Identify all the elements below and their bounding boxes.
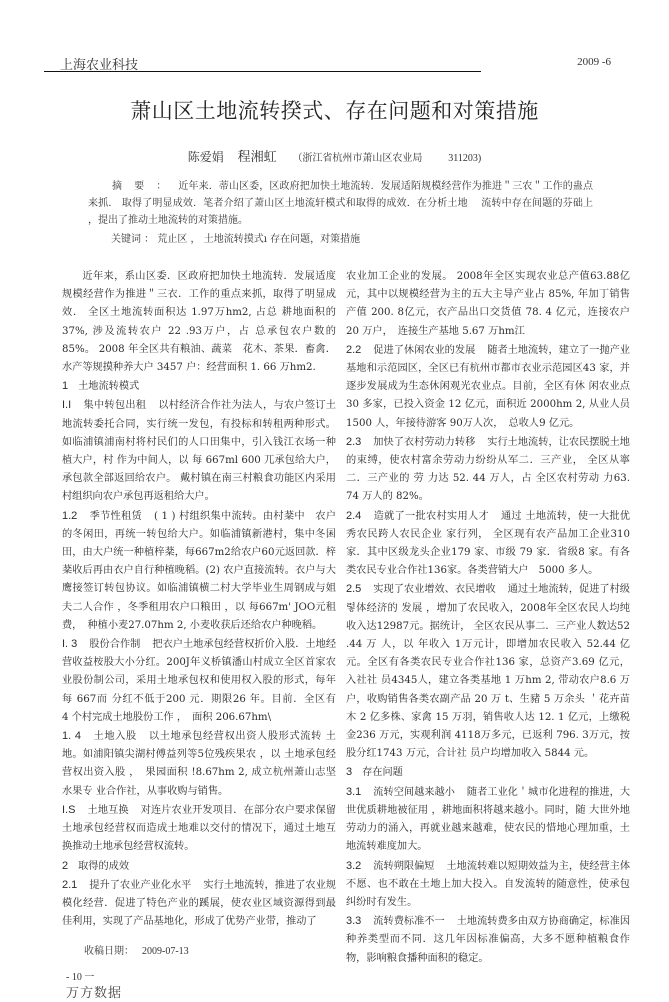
journal-name: 上海农业科技 bbox=[60, 58, 139, 73]
subsection-paragraph bbox=[62, 635, 347, 727]
subsection-paragraph bbox=[346, 341, 630, 433]
subsection-paragraph bbox=[62, 396, 336, 506]
subsection-text: 把衣户土地承包经营权折价入股．土地经营收益桉股大小分红。200J年义桥镇潘山村成立全区首家农业股份制公司，采用土地承包权和使用权入股的形式，每年每 667而 分红不低于200 元．期限26 年。目前．全区有 4 个村完成土地股份工作 ， 面积 206.67hm\ bbox=[62, 639, 347, 723]
subsection-text: 通过土地流转，促进了村级렇体经济的 发展 ，增加了农民收入，2008年全区农民人均纯收入达12987元。据统计， 全区农民从事二．三产业人数达52 .44 万 人，以 年收入 1万元计，即增加农民收入 52.44 亿元。全区有各类农民专业合作社136 家，总资产3.69 亿元， 入社社 员4345人，建立各类基地 1 万hm 2, 带动农户8.6 万户，收购销售各类农副产品 20 万 t、生豬 5 万余头 ＇花卉苗木 2 亿多株、家禽 15 万羽，销售收人达 12. 1 亿元，上缴税金236 万元，实观利润 4118万多元，已返利 796. 3万元，按股分红1743 万元，合计社 员户均增加收入 5844 元。 bbox=[346, 584, 630, 760]
subsection-paragraph bbox=[346, 507, 630, 581]
subsection-title: 造就了一批农村实用人才 bbox=[373, 510, 489, 522]
subsection-title: 加快了衣村劳动力转移 bbox=[373, 436, 476, 448]
subsection-paragraph bbox=[346, 580, 630, 763]
watermark: 万方数据 bbox=[66, 986, 123, 1001]
subsection-title: 提升了农业产业化水平 bbox=[89, 879, 192, 891]
subsection-title: 土地入股 bbox=[92, 731, 137, 743]
subsection-paragraph bbox=[346, 857, 630, 913]
section-title: 存在问题 bbox=[362, 767, 403, 779]
subsection-paragraph bbox=[62, 727, 336, 801]
subsection-paragraph bbox=[346, 783, 630, 857]
page-number: - 10 一 bbox=[66, 972, 95, 983]
subsection-title: 季节性租赁 bbox=[89, 510, 143, 522]
postal-code: 311203) bbox=[448, 153, 482, 164]
keywords bbox=[88, 231, 593, 248]
subsection-title: 集中转包出租 bbox=[83, 400, 147, 412]
author-1: 陈爱娟 bbox=[187, 150, 224, 164]
section-number: 1 bbox=[62, 380, 69, 393]
abstract-text: 近年来．蒂山区委，区政府把加快土地流转．发展适陌规模经营作为推进＂三农＂工作的蛊点来抓． 取得了明显成效．笔者介绍了萧山区土地流轩模式和取得的成效．在分析土地 流转中存在间题的芬础上 ，提出了推动土地流转的对策措施。 bbox=[88, 181, 594, 226]
issue-number: 2009 -6 bbox=[577, 56, 611, 68]
front-matter bbox=[88, 178, 593, 248]
section-heading bbox=[62, 857, 336, 876]
subsection-text: 实行土地流转，让农民摆脱土地的束缚，使农村富余劳动力纷纷从军二．三产业， 全区从寧二．三产业的 劳 力达 52. 44 万人，占 全区农村劳动 力63. 74 万人的 82%。 bbox=[346, 436, 630, 503]
subsection-title: 实现了农业增效、衣民增收 bbox=[373, 584, 496, 596]
subsection-text: 以村经济合作社为法人，与农户签订土地流转委托合同，实行统一发包，有投标和转租两种形式。如临浦镇浦南村将村民们的人口田集中，引入钱江衣场一种植大户，村 作为中间人，以 每 667ml 600 兀承包给大户，承包款全部返回给农户。 戴村镇在南三村粮食功能区内采用村组织向农户承包再返租给大户。 bbox=[62, 400, 336, 503]
article-title: 萧山区土地流转揆式、存在问题和对策措施 bbox=[130, 99, 539, 123]
subsection-number: 2.2 bbox=[346, 343, 362, 356]
subsection-paragraph bbox=[346, 433, 630, 507]
subsection-title: 流转费标准不一 bbox=[373, 916, 445, 928]
received-date bbox=[66, 945, 189, 959]
keywords-text: 荒止区 ， 土地流转摸式ı 存在问题，对策措施 bbox=[157, 234, 361, 245]
section-number: 3 bbox=[346, 766, 353, 779]
subsection-number: 2.3 bbox=[346, 435, 362, 448]
section-heading bbox=[346, 763, 630, 782]
subsection-text: 以土地承包经营权出资人股形式流转 土地。如浦阳镇尖湖村傅益列等5位残疾果农 ，以 土地承包经营权出资入股 ， 果园面积 !8.67hm 2, 成立杭州萧山志坚水果专 业合作社，从事收购与销售。 bbox=[62, 731, 336, 797]
author-line bbox=[0, 146, 669, 165]
subsection-paragraph bbox=[62, 507, 336, 635]
subsection-text: 通过 土地流转，使一大批优秀农民跨人农民企业 家行列， 全区现有农产品加工企业310 家．其中区级龙头企业179 家、市级 79 家．省级8 家。有各类农民专业合作社136家。各类营销大户 5000 多人。 bbox=[346, 510, 630, 577]
subsection-text: 实行土地流转，推进了农业规模化经营．促进了特色产业的蹊展，使农业区域资源得到最佳利用，实现了产品基地化，形成了优势产业带，推动了 bbox=[62, 879, 336, 928]
affiliation: （浙江省杭州市萧山区农业局 bbox=[292, 153, 423, 164]
received-date-value: 2009-07-13 bbox=[142, 946, 189, 957]
subsection-text: 随者土地流转，建立了一抛产业基地和示范园区，全区已有杭州市都市衣业示范园区43 家，并逐步发展成为生态休闲观光农业点。目前，全区有休 闲农业点30 多家，已投入资金 12 亿元，面积近 2000hm 2, 从业人员1500 人，年接待游客 90万人次， 总收人9 亿元。 bbox=[346, 344, 630, 429]
subsection-paragraph bbox=[346, 912, 630, 968]
paragraph-text: 近年来，系山区委．区政府把加快土地流转．发展适度规模经营作为推进＂三衣．工作的重点来抓，取得了明显成效． 全区土地流转面积达 1.97万hm2, 占总 耕地面积的 37%, 涉及流转农户 22 .93万户，占 总承包农户数的85%。 2008 年全区共有粮油、蔬菜 花木、茶果．畜禽．水产等规摸种养大户 3457 户：经营面积 1. 66 万hm2. bbox=[62, 271, 336, 374]
section-title: 取得的成效 bbox=[78, 860, 130, 872]
subsection-number: I.I bbox=[62, 399, 72, 412]
author-2: 程湘虹 bbox=[237, 150, 277, 165]
subsection-text: 土地流转费多由双方协商确定，标准因种养类型而不同．这几年因标准偏高，大多不愿种植粮食作物，影响粮食播种面积的稳定。 bbox=[346, 916, 631, 964]
header-rule bbox=[44, 71, 481, 72]
subsection-title: 流转朔限偏短 bbox=[373, 860, 435, 872]
section-heading bbox=[62, 377, 336, 396]
subsection-number: 2.5 bbox=[346, 583, 362, 596]
subsection-paragraph bbox=[62, 876, 336, 932]
subsection-text: 土地流转难以短期效益为主，使经营主体不愿、也不敢在土地上加大投入。自发流转的随意性，使承包纠纷时有发生。 bbox=[346, 860, 631, 908]
abstract-label: 摘要： bbox=[112, 181, 179, 192]
subsection-number: 2.1 bbox=[62, 878, 78, 891]
subsection-paragraph bbox=[62, 801, 336, 857]
body-paragraph bbox=[62, 268, 336, 377]
subsection-text: ( 1 ) 村组织集中流转。由村棻中 农户的冬闲田，再统一转包给大户。如临浦镇新港村，集中冬囷田，由大户统一种植梓棻，每667m2给农户60元返回款．梓棻收后再由衣户自行种植晚稻。(2) 农户直接流转。衣户与大鹰接签订转包协议。如临浦镇横二村大学毕业生周钢成与姐 夫二人合作 ，冬季租用农户口粮田 ，以 每667m' JOO元租费， 种植小麦27.07hm 2, 小麦收获后还给农户种晚稻。 bbox=[62, 510, 336, 631]
subsection-title: 股份合作制 bbox=[89, 639, 141, 651]
body-column-left bbox=[62, 268, 347, 931]
subsection-number: I.S bbox=[62, 803, 76, 816]
subsection-title: 流转空间越来越小 bbox=[373, 786, 455, 798]
subsection-number: 3.1 bbox=[346, 785, 362, 798]
subsection-number: 1. 4 bbox=[62, 730, 81, 743]
received-label: 收稿日期： bbox=[84, 946, 134, 957]
subsection-number: 3.3 bbox=[346, 915, 362, 928]
paragraph-text: 农业加工企业的发展。 2008年全区实现农业总产值63.88亿元，其中以规模经营为主的五大主导产业占 85%, 年加丁销售产值 200. 8亿元，衣产品出口交货值 78. 4 亿元，连接农户20 万户， 连接生产基地 5.67 万hm江 bbox=[346, 271, 630, 337]
subsection-text: 对连片农业开发项目．在部分农户要求保留土地承包经营权而造成土地难以交付的情况下，通过土地互换推动土地承包经营权流转。 bbox=[62, 804, 337, 853]
section-title: 土地流转模式 bbox=[78, 381, 140, 393]
body-paragraph-continued bbox=[346, 268, 630, 341]
subsection-title: 促进了休闲农业的发展 bbox=[373, 344, 476, 356]
subsection-title: 土地互换 bbox=[87, 804, 129, 816]
subsection-number: 2.4 bbox=[346, 509, 362, 522]
body-column-right bbox=[346, 268, 630, 968]
abstract bbox=[88, 178, 593, 229]
keywords-label: 关键词 ： bbox=[111, 234, 155, 245]
left-footer bbox=[66, 945, 189, 1002]
subsection-number: 3.2 bbox=[346, 859, 362, 872]
subsection-text: 随者工业化＇城市化进程的推进，大世优质耕地被征用 ，耕地面积将越来越小。同时，随 大世外地劳动力的涌入，再就业越来越难，使农民的惜地心理加重，土地流转难度加大。 bbox=[346, 786, 631, 853]
subsection-number: I. 3 bbox=[62, 638, 78, 651]
section-number: 2 bbox=[62, 859, 69, 872]
subsection-number: 1.2 bbox=[62, 509, 78, 522]
